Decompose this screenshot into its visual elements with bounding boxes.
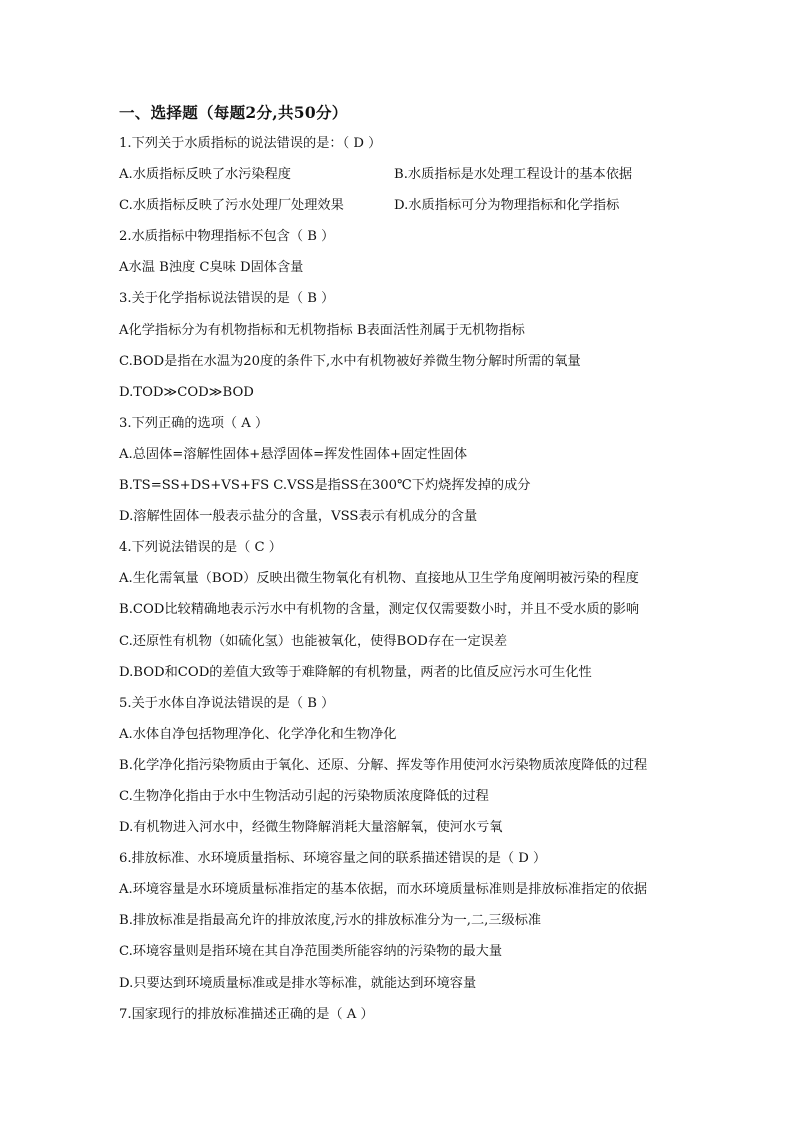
question-3-option-ab: A化学指标分为有机物指标和无机物指标 B表面活性剂属于无机物指标 <box>119 322 525 338</box>
question-2-stem: 2.水质指标中物理指标不包含（ B ） <box>119 229 335 245</box>
question-3-option-c: C.BOD是指在水温为20度的条件下,水中有机物被好养微生物分解时所需的氧量 <box>119 353 581 369</box>
question-5-option-a: A.水体自净包括物理净化、化学净化和生物净化 <box>119 726 397 742</box>
option-d: D.水质指标可分为物理指标和化学指标 <box>394 198 620 214</box>
question-1-options-ab <box>119 164 689 195</box>
question-1-stem: 1.下列关于水质指标的说法错误的是：（ D ） <box>119 136 382 151</box>
question-7-stem: 7.国家现行的排放标准描述正确的是（ A ） <box>119 1006 374 1022</box>
option-a: A.水质指标反映了水污染程度 <box>119 167 291 183</box>
section-title: 一、选择题（每题2分,共50分） <box>119 103 348 122</box>
question-6-option-b: B.排放标准是指最高允许的排放浓度,污水的排放标准分为一,二,三级标准 <box>119 913 542 929</box>
question-5-option-d: D.有机物进入河水中，经微生物降解消耗大量溶解氧，使河水亏氧 <box>119 820 503 836</box>
question-5-stem: 5.关于水体自净说法错误的是（ B ） <box>119 695 335 711</box>
question-2-options: A水温 B浊度 C臭味 D固体含量 <box>119 260 304 276</box>
question-6-option-c: C.环境容量则是指环境在其自净范围类所能容纳的污染物的最大量 <box>119 944 503 960</box>
question-4-option-d: D.BOD和COD的差值大致等于难降解的有机物量，两者的比值反应污水可生化性 <box>119 664 592 680</box>
question-5-option-b: B.化学净化指污染物质由于氧化、还原、分解、挥发等作用使河水污染物质浓度降低的过程 <box>119 757 648 773</box>
question-3b-option-bc: B.TS=SS+DS+VS+FS C.VSS是指SS在300℃下灼烧挥发掉的成分 <box>119 478 531 494</box>
option-b: B.水质指标是水处理工程设计的基本依据 <box>394 167 633 183</box>
question-6-option-a: A.环境容量是水环境质量标准指定的基本依据，而水环境质量标准则是排放标准指定的依据 <box>119 882 648 898</box>
question-list <box>119 133 689 1035</box>
question-5-option-c: C.生物净化指由于水中生物活动引起的污染物质浓度降低的过程 <box>119 788 489 804</box>
question-3b-option-a: A.总固体=溶解性固体+悬浮固体=挥发性固体+固定性固体 <box>119 446 468 462</box>
option-c: C.水质指标反映了污水处理厂处理效果 <box>119 198 344 214</box>
question-3b-stem: 3.下列正确的选项（ A ） <box>119 415 269 431</box>
question-4-stem: 4.下列说法错误的是（ C ） <box>119 540 282 556</box>
question-6-stem: 6.排放标准、水环境质量指标、环境容量之间的联系描述错误的是（ D ） <box>119 851 547 867</box>
question-3-stem: 3.关于化学指标说法错误的是（ B ） <box>119 291 335 307</box>
question-6-option-d: D.只要达到环境质量标准或是排水等标准，就能达到环境容量 <box>119 975 477 991</box>
question-4-option-a: A.生化需氧量（BOD）反映出微生物氧化有机物、直接地从卫生学角度阐明被污染的程度 <box>119 571 639 587</box>
question-4-option-c: C.还原性有机物（如硫化氢）也能被氧化，使得BOD存在一定误差 <box>119 633 508 649</box>
question-3b-option-d: D.溶解性固体一般表示盐分的含量，VSS表示有机成分的含量 <box>119 509 478 525</box>
question-1-options-cd <box>119 195 689 226</box>
question-4-option-b: B.COD比较精确地表示污水中有机物的含量，测定仅仅需要数小时，并且不受水质的影响 <box>119 602 640 618</box>
question-3-option-d: D.TOD≫COD≫BOD <box>119 384 254 400</box>
